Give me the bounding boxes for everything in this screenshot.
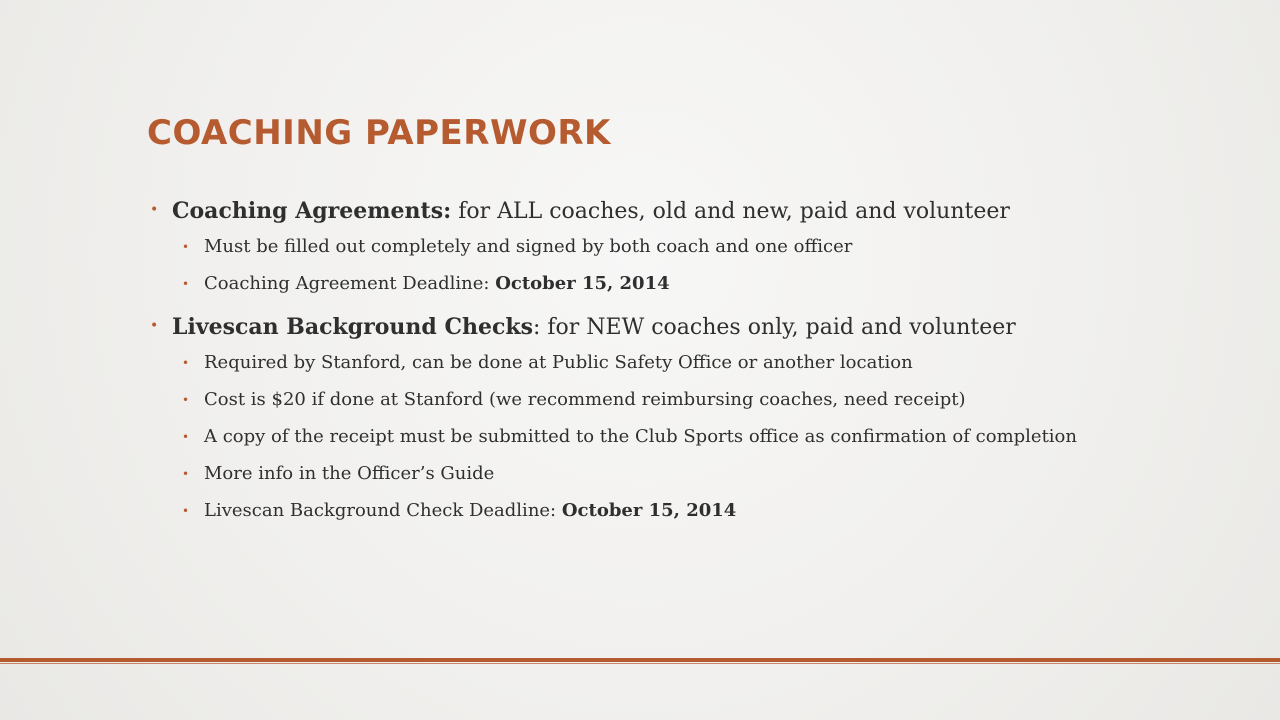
bullet-bold-text: Coaching Agreements:: [172, 198, 452, 224]
subbullet-text: [204, 499, 736, 523]
bullet-dot-icon: •: [182, 393, 190, 407]
subbullet-text-main: A copy of the receipt must be submitted to the Club Sports office as confirmation of completion: [204, 426, 1077, 447]
slide-content: [150, 196, 1190, 536]
subbullet-text: [204, 425, 1077, 449]
subbullet-cost: [182, 388, 1190, 412]
deadline-date: October 15, 2014: [495, 273, 670, 294]
subbullet-text-main: Livescan Background Check Deadline:: [204, 500, 562, 521]
subbullet-text: [204, 351, 913, 375]
bullet-rest-text: for ALL coaches, old and new, paid and volunteer: [451, 199, 1010, 224]
bullet-text: [172, 196, 1010, 227]
bullet-text: [172, 312, 1016, 343]
subbullet-text: [204, 235, 852, 259]
bullet-livescan: [150, 312, 1190, 343]
subbullet-text: [204, 388, 966, 412]
bullet-dot-icon: •: [150, 202, 159, 218]
subbullet-text-main: Cost is $20 if done at Stanford (we recommend reimbursing coaches, need receipt): [204, 389, 966, 410]
subbullet-text: [204, 462, 494, 486]
deadline-date: October 15, 2014: [561, 500, 737, 521]
subbullet-text-main: Coaching Agreement Deadline:: [204, 273, 496, 294]
bottom-accent-rule-thin: [0, 663, 1280, 664]
bullet-bold-text: Livescan Background Checks: [172, 314, 533, 340]
bullet-dot-icon: •: [182, 467, 190, 481]
subbullet-text: [204, 272, 670, 296]
bullet-dot-icon: •: [182, 430, 190, 444]
subbullet-more-info: [182, 462, 1190, 486]
bullet-rest-text: : for NEW coaches only, paid and volunteer: [533, 315, 1016, 340]
subbullet-text-main: Must be filled out completely and signed by both coach and one officer: [204, 236, 853, 257]
slide-title: COACHING PAPERWORK: [147, 113, 611, 153]
subbullet-text-main: Required by Stanford, can be done at Public Safety Office or another location: [204, 352, 913, 373]
subbullet-livescan-deadline: [182, 499, 1190, 523]
subbullet-required-by-stanford: [182, 351, 1190, 375]
bullet-dot-icon: •: [182, 277, 190, 291]
bullet-dot-icon: •: [150, 318, 159, 334]
subbullet-fill-out: [182, 235, 1190, 259]
bullet-dot-icon: •: [182, 240, 190, 254]
subbullet-text-main: More info in the Officer’s Guide: [204, 463, 495, 484]
bullet-dot-icon: •: [182, 356, 190, 370]
bottom-accent-rule: [0, 658, 1280, 662]
bullet-dot-icon: •: [182, 504, 190, 518]
subbullet-coaching-deadline: [182, 272, 1190, 296]
bullet-coaching-agreements: [150, 196, 1190, 227]
subbullet-receipt-copy: [182, 425, 1190, 449]
